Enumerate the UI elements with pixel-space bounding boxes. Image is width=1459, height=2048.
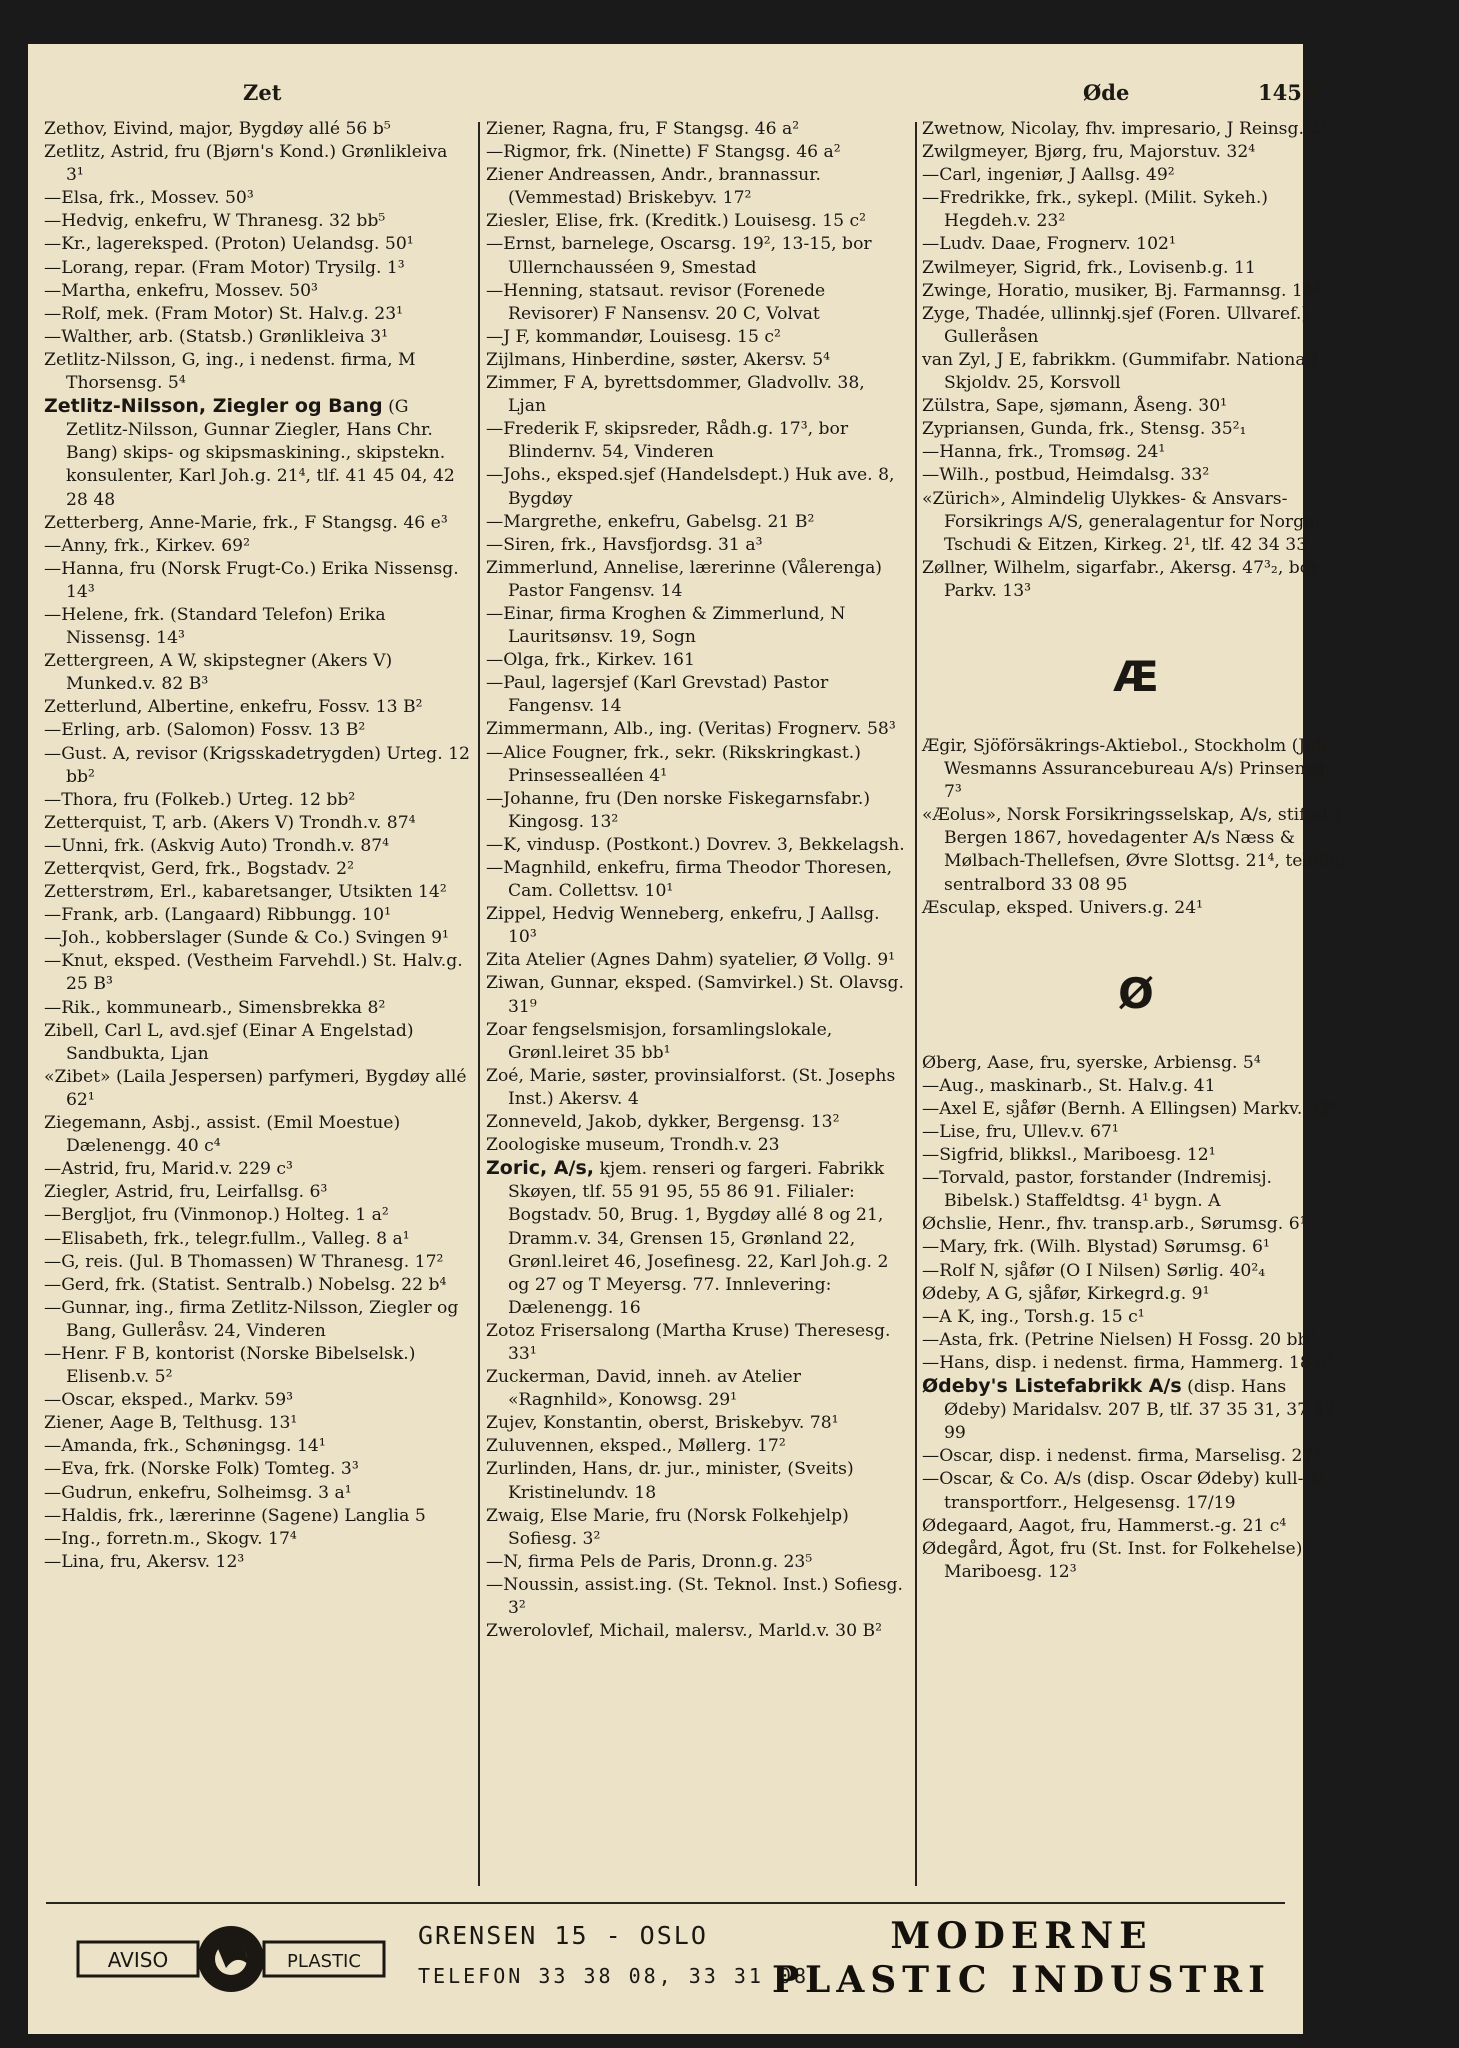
directory-entry (922, 1052, 1350, 1075)
entry-text: —Walther, arb. (Statsb.) Grønlikleiva 3¹ (44, 326, 389, 347)
entry-text: kjem. renseri og fargeri. Fabrikk Skøyen, tlf. 55 91 95, 55 86 91. Filialer: Bogstadv. 50, Brug. 1, Bygdøy allé 8 og 21, Dramm.v. 34, Grensen 15, Grønland 22, Grønl.leiret 46, Josefinesg. 22, Karl Joh.g. 2 og 27 og T Meyersg. 77. Innlevering: Dælenengg. 16 (508, 1159, 889, 1318)
advert-phone: TELEFON 33 38 08, 33 31 08 (418, 1964, 810, 1988)
entry-text: —Hanna, fru (Norsk Frugt-Co.) Erika Nissensg. 14³ (44, 558, 459, 602)
entry-text: —A K, ing., Torsh.g. 15 c¹ (922, 1306, 1145, 1327)
entry-text: —Fredrikke, frk., sykepl. (Milit. Sykeh.) Hegdeh.v. 23² (922, 188, 1269, 232)
entry-text: Zwerolovlef, Michail, malersv., Marld.v. 30 B² (486, 1621, 883, 1642)
directory-entry (486, 141, 908, 164)
directory-entry (44, 835, 470, 858)
directory-entry (486, 326, 908, 349)
entry-text: Zypriansen, Gunda, frk., Stensg. 35²₁ (922, 419, 1247, 440)
directory-entry (486, 1320, 908, 1366)
directory-entry (44, 604, 470, 650)
entry-text: —Hedvig, enkefru, W Thranesg. 32 bb⁵ (44, 211, 386, 232)
directory-entry (922, 488, 1350, 557)
directory-entry (922, 418, 1350, 441)
entry-text: —Elsa, frk., Mossev. 50³ (44, 188, 254, 209)
directory-entry (44, 927, 470, 950)
directory-entry (486, 603, 908, 649)
entry-text: —Frank, arb. (Langaard) Ribbungg. 10¹ (44, 905, 391, 926)
directory-entry (922, 257, 1350, 280)
entry-text: Zetterstrøm, Erl., kabaretsanger, Utsikten 14² (44, 882, 447, 903)
directory-entry (486, 118, 908, 141)
directory-entry (44, 950, 470, 996)
column-divider (478, 122, 480, 1886)
entry-text: Ziener, Ragna, fru, F Stangsg. 46 a² (486, 119, 800, 139)
entry-text: Zujev, Konstantin, oberst, Briskebyv. 78¹ (486, 1413, 839, 1434)
directory-entry (44, 1251, 470, 1274)
directory-entry (486, 418, 908, 464)
entry-text: —Lorang, repar. (Fram Motor) Trysilg. 1³ (44, 257, 405, 278)
entry-text: Zoar fengselsmisjon, forsamlingslokale, Grønl.leiret 35 bb¹ (486, 1019, 833, 1063)
directory-entry (486, 164, 908, 210)
entry-text: —Rik., kommunearb., Simensbrekka 8² (44, 997, 386, 1018)
entry-text: Ægir, Sjöförsäkrings-Aktiebol., Stockholm (Joh. Wesmanns Assurancebureau A/s) Prinsensg. 7³ (922, 735, 1333, 803)
advert-address: GRENSEN 15 - OSLO (418, 1921, 708, 1950)
entry-text: Ziener, Aage B, Telthusg. 13¹ (44, 1413, 298, 1434)
directory-entry (486, 672, 908, 718)
directory-entry (486, 280, 908, 326)
entry-text: Zwinge, Horatio, musiker, Bj. Farmannsg. 14² (922, 280, 1321, 301)
entry-text: Zetlitz-Nilsson, G, ing., i nedenst. firma, M Thorsensg. 5⁴ (44, 349, 416, 394)
directory-entry (44, 997, 470, 1020)
page-number: 1459 (1258, 80, 1317, 105)
entry-text: —Magnhild, enkefru, firma Theodor Thoresen, Cam. Collettsv. 10¹ (486, 858, 893, 902)
directory-entry (922, 118, 1350, 141)
running-head-center: Øde (1083, 80, 1130, 105)
entry-text: —Hans, disp. i nedenst. firma, Hammerg. 18 a¹ (922, 1352, 1334, 1373)
entry-text: —J F, kommandør, Louisesg. 15 c² (486, 326, 781, 347)
directory-entry (44, 1020, 470, 1066)
directory-entry (922, 1468, 1350, 1514)
entry-text: —Rolf N, sjåfør (O I Nilsen) Sørlig. 40²₄ (922, 1260, 1266, 1281)
directory-entry (486, 534, 908, 557)
entry-text: —Gunnar, ing., firma Zetlitz-Nilsson, Ziegler og Bang, Gulleråsv. 24, Vinderen (44, 1297, 459, 1341)
directory-entry (44, 881, 470, 904)
directory-entry (922, 735, 1350, 804)
logo-text-left: AVISO (107, 1948, 169, 1972)
entry-text: —Ernst, barnelege, Oscarsg. 19², 13-15, bor Ullernchausséen 9, Smestad (486, 234, 872, 278)
entry-text: —Haldis, frk., lærerinne (Sagene) Langlia 5 (44, 1505, 426, 1526)
column-divider (915, 122, 917, 1886)
directory-entry (44, 696, 470, 719)
entry-text: —Astrid, fru, Marid.v. 229 c³ (44, 1159, 293, 1180)
directory-entry (922, 395, 1350, 418)
entry-text: —Bergljot, fru (Vinmonop.) Holteg. 1 a² (44, 1205, 389, 1226)
directory-entry (44, 141, 470, 187)
entry-text: —Henr. F B, kontorist (Norske Bibelselsk.) Elisenb.v. 5² (44, 1343, 416, 1388)
advert-brand-line1: MODERNE (890, 1915, 1153, 1957)
footer-divider (46, 1902, 1285, 1904)
directory-entry (486, 557, 908, 603)
directory-entry (922, 1213, 1350, 1236)
advert-address-block (418, 1916, 809, 1996)
directory-entry (486, 1065, 908, 1111)
entry-text: Zimmerlund, Annelise, lærerinne (Vålerenga) Pastor Fangensv. 14 (486, 557, 883, 601)
directory-entry (922, 897, 1350, 920)
entry-text: —Oscar, eksped., Markv. 59³ (44, 1390, 294, 1411)
entry-text: Zetterberg, Anne-Marie, frk., F Stangsg. 46 e³ (44, 512, 448, 533)
directory-entry (44, 1528, 470, 1551)
entry-heading: Zoric, A/s, (486, 1157, 594, 1180)
directory-entry (922, 557, 1350, 603)
directory-entry (486, 649, 908, 672)
entry-text: Zwilgmeyer, Bjørg, fru, Majorstuv. 32⁴ (922, 142, 1256, 163)
entry-text: Zwaig, Else Marie, fru (Norsk Folkehjelp) Sofiesg. 3² (486, 1505, 849, 1549)
entry-text: Zippel, Hedvig Wenneberg, enkefru, J Aallsg. 10³ (486, 904, 880, 948)
directory-entry (486, 372, 908, 418)
entry-text: Zotoz Frisersalong (Martha Kruse) Theresesg. 33¹ (486, 1320, 891, 1364)
directory-entry (44, 719, 470, 742)
directory-entry (486, 949, 908, 972)
entry-text: —Gerd, frk. (Statist. Sentralb.) Nobelsg. 22 b⁴ (44, 1274, 447, 1295)
entry-text: Æsculap, eksped. Univers.g. 24¹ (922, 897, 1204, 918)
directory-entry (486, 718, 908, 741)
entry-text: —Einar, firma Kroghen & Zimmerlund, N Lauritsønsv. 19, Sogn (486, 603, 846, 648)
entry-text: Zuluvennen, eksped., Møllerg. 17² (486, 1436, 786, 1457)
directory-entry (486, 1505, 908, 1551)
entry-text: —Rolf, mek. (Fram Motor) St. Halv.g. 23¹ (44, 303, 404, 324)
entry-text: —Axel E, sjåfør (Bernh. A Ellingsen) Markv. 33⁴ (922, 1098, 1337, 1119)
directory-entry (486, 903, 908, 949)
column-3 (922, 118, 1350, 1584)
entry-text: —Wilh., postbud, Heimdalsg. 33² (922, 465, 1210, 486)
entry-text: Zimmermann, Alb., ing. (Veritas) Frognerv. 58³ (486, 719, 896, 740)
entry-text: —Erling, arb. (Salomon) Fossv. 13 B² (44, 720, 366, 741)
directory-entry (922, 1075, 1350, 1098)
directory-entry (922, 1352, 1350, 1375)
entry-text: Zoologiske museum, Trondh.v. 23 (486, 1135, 780, 1156)
directory-entry (486, 1458, 908, 1504)
entry-text: —Siren, frk., Havsfjordsg. 31 a³ (486, 534, 763, 555)
entry-text: van Zyl, J E, fabrikkm. (Gummifabr. National) Skjoldv. 25, Korsvoll (922, 349, 1318, 394)
advert-brand-line2: PLASTIC INDUSTRI (771, 1959, 1271, 2001)
entry-text: —Helene, frk. (Standard Telefon) Erika Nissensg. 14³ (44, 604, 386, 649)
entry-text: —Torvald, pastor, forstander (Indremisj. Bibelsk.) Staffeldtsg. 4¹ bygn. A (922, 1168, 1273, 1212)
entry-text: Zuckerman, David, inneh. av Atelier «Ragnhild», Konowsg. 29¹ (486, 1367, 801, 1411)
entry-text: —Knut, eksped. (Vestheim Farvehdl.) St. Halv.g. 25 B³ (44, 951, 463, 995)
entry-text: —N, firma Pels de Paris, Dronn.g. 23⁵ (486, 1551, 813, 1572)
directory-entry (922, 1375, 1350, 1445)
entry-text: (disp. Hans Ødeby) Maridalsv. 207 B, tlf. 37 35 31, 37 42 99 (944, 1377, 1336, 1444)
entry-text: Zettergreen, A W, skipstegner (Akers V) Munked.v. 82 B³ (44, 651, 393, 695)
directory-entry (44, 858, 470, 881)
entry-text: —Frederik F, skipsreder, Rådh.g. 17³, bor Blindernv. 54, Vinderen (486, 419, 849, 463)
directory-page (28, 44, 1346, 2034)
directory-entry (44, 904, 470, 927)
directory-entry (922, 141, 1350, 164)
directory-entry (44, 1551, 470, 1574)
directory-entry (922, 1445, 1350, 1468)
entry-text: Zetterquist, T, arb. (Akers V) Trondh.v. 87⁴ (44, 812, 416, 833)
directory-entry (922, 1515, 1350, 1538)
entry-text: Zwilmeyer, Sigrid, frk., Lovisenb.g. 11 (922, 257, 1256, 278)
entry-text: —Olga, frk., Kirkev. 161 (486, 650, 695, 671)
directory-entry (44, 1505, 470, 1528)
entry-text: —Henning, statsaut. revisor (Forenede Revisorer) F Nansensv. 20 C, Volvat (486, 280, 826, 324)
directory-entry (486, 788, 908, 834)
directory-entry (486, 857, 908, 903)
directory-entry (486, 1134, 908, 1157)
entry-text: Zibell, Carl L, avd.sjef (Einar A Engelstad) Sandbukta, Ljan (44, 1020, 414, 1064)
entry-text: —Rigmor, frk. (Ninette) F Stangsg. 46 a² (486, 142, 841, 163)
entry-text: —Amanda, frk., Schøningsg. 14¹ (44, 1436, 326, 1457)
advert-brand (772, 1914, 1271, 2002)
entry-text: —Kr., lagereksped. (Proton) Uelandsg. 50¹ (44, 234, 414, 255)
directory-entry (44, 1066, 470, 1112)
directory-entry (922, 1144, 1350, 1167)
entry-text: Zøllner, Wilhelm, sigarfabr., Akersg. 47³₂, bor Parkv. 13³ (922, 557, 1319, 601)
entry-text: —Ludv. Daae, Frognerv. 102¹ (922, 234, 1176, 255)
entry-text: Ziwan, Gunnar, eksped. (Samvirkel.) St. Olavsg. 31⁹ (486, 973, 904, 1017)
section-letter: Æ (1113, 651, 1159, 701)
directory-entry (44, 1458, 470, 1481)
logo-text-right: PLASTIC (287, 1951, 361, 1972)
entry-text: —Oscar, & Co. A/s (disp. Oscar Ødeby) kull- & transportforr., Helgesensg. 17/19 (922, 1469, 1325, 1513)
entry-text: —Mary, frk. (Wilh. Blystad) Sørumsg. 6¹ (922, 1237, 1270, 1258)
entry-text: —Johanne, fru (Den norske Fiskegarnsfabr.) Kingosg. 13² (486, 788, 871, 832)
directory-entry (922, 1260, 1350, 1283)
entry-text: Zoé, Marie, søster, provinsialforst. (St. Josephs Inst.) Akersv. 4 (486, 1065, 896, 1109)
entry-text: Zimmer, F A, byrettsdommer, Gladvollv. 38, Ljan (486, 373, 865, 417)
directory-entry (44, 558, 470, 604)
directory-entry (44, 303, 470, 326)
entry-text: —Eva, frk. (Norske Folk) Tomteg. 3³ (44, 1459, 359, 1480)
entry-text: —Sigfrid, blikksl., Mariboesg. 12¹ (922, 1145, 1216, 1166)
entry-text: Zetlitz, Astrid, fru (Bjørn's Kond.) Grønlikleiva 3¹ (44, 142, 448, 186)
directory-entry (44, 187, 470, 210)
directory-entry (486, 1111, 908, 1134)
entry-text: —Noussin, assist.ing. (St. Teknol. Inst.) Sofiesg. 3² (486, 1574, 903, 1618)
directory-entry (44, 280, 470, 303)
directory-entry (486, 1366, 908, 1412)
directory-entry (486, 1574, 908, 1620)
directory-entry (44, 535, 470, 558)
entry-text: —Asta, frk. (Petrine Nielsen) H Fossg. 20 bb² (922, 1329, 1316, 1350)
entry-text: Ziegler, Astrid, fru, Leirfallsg. 6³ (44, 1182, 328, 1203)
directory-entry (44, 789, 470, 812)
entry-text: Zonneveld, Jakob, dykker, Bergensg. 13² (486, 1112, 840, 1133)
entry-text: Ødegaard, Aagot, fru, Hammerst.-g. 21 c⁴ (922, 1515, 1287, 1536)
directory-entry (922, 164, 1350, 187)
aviso-plastic-logo (76, 1924, 386, 1994)
directory-entry (922, 441, 1350, 464)
directory-entry (44, 1274, 470, 1297)
directory-entry (44, 1158, 470, 1181)
entry-text: —Anny, frk., Kirkev. 69² (44, 535, 250, 556)
directory-entry (44, 1435, 470, 1458)
directory-entry (486, 742, 908, 788)
directory-entry (44, 210, 470, 233)
entry-text: Zita Atelier (Agnes Dahm) syatelier, Ø Vollg. 9¹ (486, 950, 896, 971)
entry-text: «Æolus», Norsk Forsikringsselskap, A/s, stiftet i Bergen 1867, hovedagenter A/s Næss & Mølbach-Thellefsen, Øvre Slottsg. 21⁴, telefon sentralbord 33 08 95 (922, 805, 1346, 895)
directory-entry (44, 1412, 470, 1435)
entry-text: —Oscar, disp. i nedenst. firma, Marselisg. 27⁴ (922, 1446, 1321, 1467)
directory-entry (922, 233, 1350, 256)
entry-text: Zurlinden, Hans, dr. jur., minister, (Sveits) Kristinelundv. 18 (486, 1459, 854, 1503)
directory-entry (922, 1283, 1350, 1306)
entry-text: Ødegård, Ågot, fru (St. Inst. for Folkehelse) Mariboesg. 12³ (922, 1538, 1303, 1582)
directory-entry (486, 1019, 908, 1065)
directory-entry (922, 349, 1350, 395)
entry-heading: Ødeby's Listefabrikk A/s (922, 1375, 1182, 1398)
directory-entry (922, 1306, 1350, 1329)
directory-entry (922, 1538, 1350, 1584)
directory-entry (486, 1412, 908, 1435)
directory-entry (44, 812, 470, 835)
entry-text: —Johs., eksped.sjef (Handelsdept.) Huk ave. 8, Bygdøy (486, 465, 895, 509)
directory-entry (44, 395, 470, 511)
directory-entry (44, 1343, 470, 1389)
entry-text: —K, vindusp. (Postkont.) Dovrev. 3, Bekkelagsh. (486, 834, 905, 855)
entry-text: Zyge, Thadée, ullinnkj.sjef (Foren. Ullvaref.) Gulleråsen (922, 303, 1309, 347)
entry-text: —Gust. A, revisor (Krigsskadetrygden) Urteg. 12 bb² (44, 743, 470, 787)
entry-text: «Zürich», Almindelig Ulykkes- & Ansvars-Forsikrings A/S, generalagentur for Norge: Tschudi & Eitzen, Kirkeg. 2¹, tlf. 42 34 33 (922, 488, 1321, 555)
running-head-left: Zet (243, 80, 282, 105)
directory-entry (44, 257, 470, 280)
directory-entry (486, 1435, 908, 1458)
entry-text: Ziegemann, Asbj., assist. (Emil Moestue) Dælenengg. 40 c⁴ (44, 1113, 401, 1157)
entry-text: —Ing., forretn.m., Skogv. 17⁴ (44, 1528, 297, 1549)
entry-text: —Gudrun, enkefru, Solheimsg. 3 a¹ (44, 1482, 352, 1503)
directory-entry (922, 280, 1350, 303)
directory-entry (486, 1551, 908, 1574)
entry-text: Zijlmans, Hinberdine, søster, Akersv. 5⁴ (486, 349, 831, 370)
directory-entry (486, 1620, 908, 1643)
directory-entry (486, 1157, 908, 1320)
directory-entry (44, 349, 470, 395)
entry-text: Ødeby, A G, sjåfør, Kirkegrd.g. 9¹ (922, 1283, 1210, 1304)
entry-text: —Lina, fru, Akersv. 12³ (44, 1551, 245, 1572)
entry-text: Ziener Andreassen, Andr., brannassur. (Vemmestad) Briskebyv. 17² (486, 165, 822, 209)
entry-text: Zülstra, Sape, sjømann, Åseng. 30¹ (922, 396, 1228, 417)
column-2 (486, 118, 908, 1643)
directory-entry (44, 650, 470, 696)
directory-entry (922, 1236, 1350, 1259)
entry-text: —Elisabeth, frk., telegr.fullm., Valleg. 8 a¹ (44, 1228, 410, 1249)
entry-text: Øchslie, Henr., fhv. transp.arb., Sørumsg. 6¹ (922, 1214, 1307, 1235)
entry-text: Øberg, Aase, fru, syerske, Arbiensg. 5⁴ (922, 1052, 1261, 1073)
directory-entry (486, 972, 908, 1018)
entry-text: —Paul, lagersjef (Karl Grevstad) Pastor Fangensv. 14 (486, 673, 829, 717)
section-letter: Ø (1118, 968, 1154, 1018)
entry-text: —G, reis. (Jul. B Thomassen) W Thranesg. 17² (44, 1251, 444, 1272)
directory-entry (486, 834, 908, 857)
directory-entry (486, 349, 908, 372)
directory-entry (922, 1098, 1350, 1121)
entry-text: —Unni, frk. (Askvig Auto) Trondh.v. 87⁴ (44, 835, 390, 856)
directory-entry (44, 512, 470, 535)
directory-entry (44, 1204, 470, 1227)
entry-text: (G Zetlitz-Nilsson, Gunnar Ziegler, Hans Chr. Bang) skips- og skipsmaskining., skipstekn. konsulenter, Karl Joh.g. 21⁴, tlf. 41 45 04, 42 28 48 (66, 397, 455, 510)
entry-text: Zetterqvist, Gerd, frk., Bogstadv. 2² (44, 859, 354, 879)
directory-entry (44, 1112, 470, 1158)
entry-text: —Aug., maskinarb., St. Halv.g. 41 (922, 1075, 1216, 1096)
entry-text: —Alice Fougner, frk., sekr. (Rikskringkast.) Prinsessealléen 4¹ (486, 742, 861, 786)
entry-text: Zwetnow, Nicolay, fhv. impresario, J Reinsg. 2³ (922, 119, 1328, 139)
entry-text: —Martha, enkefru, Mossev. 50³ (44, 280, 318, 301)
column-1 (44, 118, 470, 1574)
directory-entry (486, 210, 908, 233)
entry-text: —Carl, ingeniør, J Aallsg. 49² (922, 165, 1175, 186)
directory-entry (922, 303, 1350, 349)
entry-text: Zetterlund, Albertine, enkefru, Fossv. 13 B² (44, 697, 423, 718)
directory-entry (44, 326, 470, 349)
directory-entry (486, 464, 908, 510)
entry-text: —Lise, fru, Ullev.v. 67¹ (922, 1122, 1119, 1142)
directory-entry (922, 1167, 1350, 1213)
directory-entry (486, 511, 908, 534)
directory-entry (922, 464, 1350, 487)
directory-entry (44, 118, 470, 141)
directory-entry (922, 1329, 1350, 1352)
entry-text: «Zibet» (Laila Jespersen) parfymeri, Bygdøy allé 62¹ (44, 1066, 467, 1110)
directory-entry (922, 1121, 1350, 1144)
advertisement-footer (46, 1910, 1285, 2010)
entry-text: Ziesler, Elise, frk. (Kreditk.) Louisesg. 15 c² (486, 211, 867, 232)
entry-text: Zethov, Eivind, major, Bygdøy allé 56 b⁵ (44, 119, 391, 139)
directory-entry (44, 1482, 470, 1505)
entry-text: —Joh., kobberslager (Sunde & Co.) Svingen 9¹ (44, 928, 449, 949)
entry-heading: Zetlitz-Nilsson, Ziegler og Bang (44, 395, 383, 418)
directory-entry (486, 233, 908, 279)
directory-entry (44, 1389, 470, 1412)
directory-entry (922, 187, 1350, 233)
directory-entry (44, 743, 470, 789)
directory-entry (44, 233, 470, 256)
directory-entry (44, 1228, 470, 1251)
entry-text: —Thora, fru (Folkeb.) Urteg. 12 bb² (44, 789, 356, 810)
directory-entry (44, 1181, 470, 1204)
entry-text: —Margrethe, enkefru, Gabelsg. 21 B² (486, 511, 815, 532)
directory-entry (922, 804, 1350, 896)
directory-entry (44, 1297, 470, 1343)
entry-text: —Hanna, frk., Tromsøg. 24¹ (922, 442, 1166, 463)
